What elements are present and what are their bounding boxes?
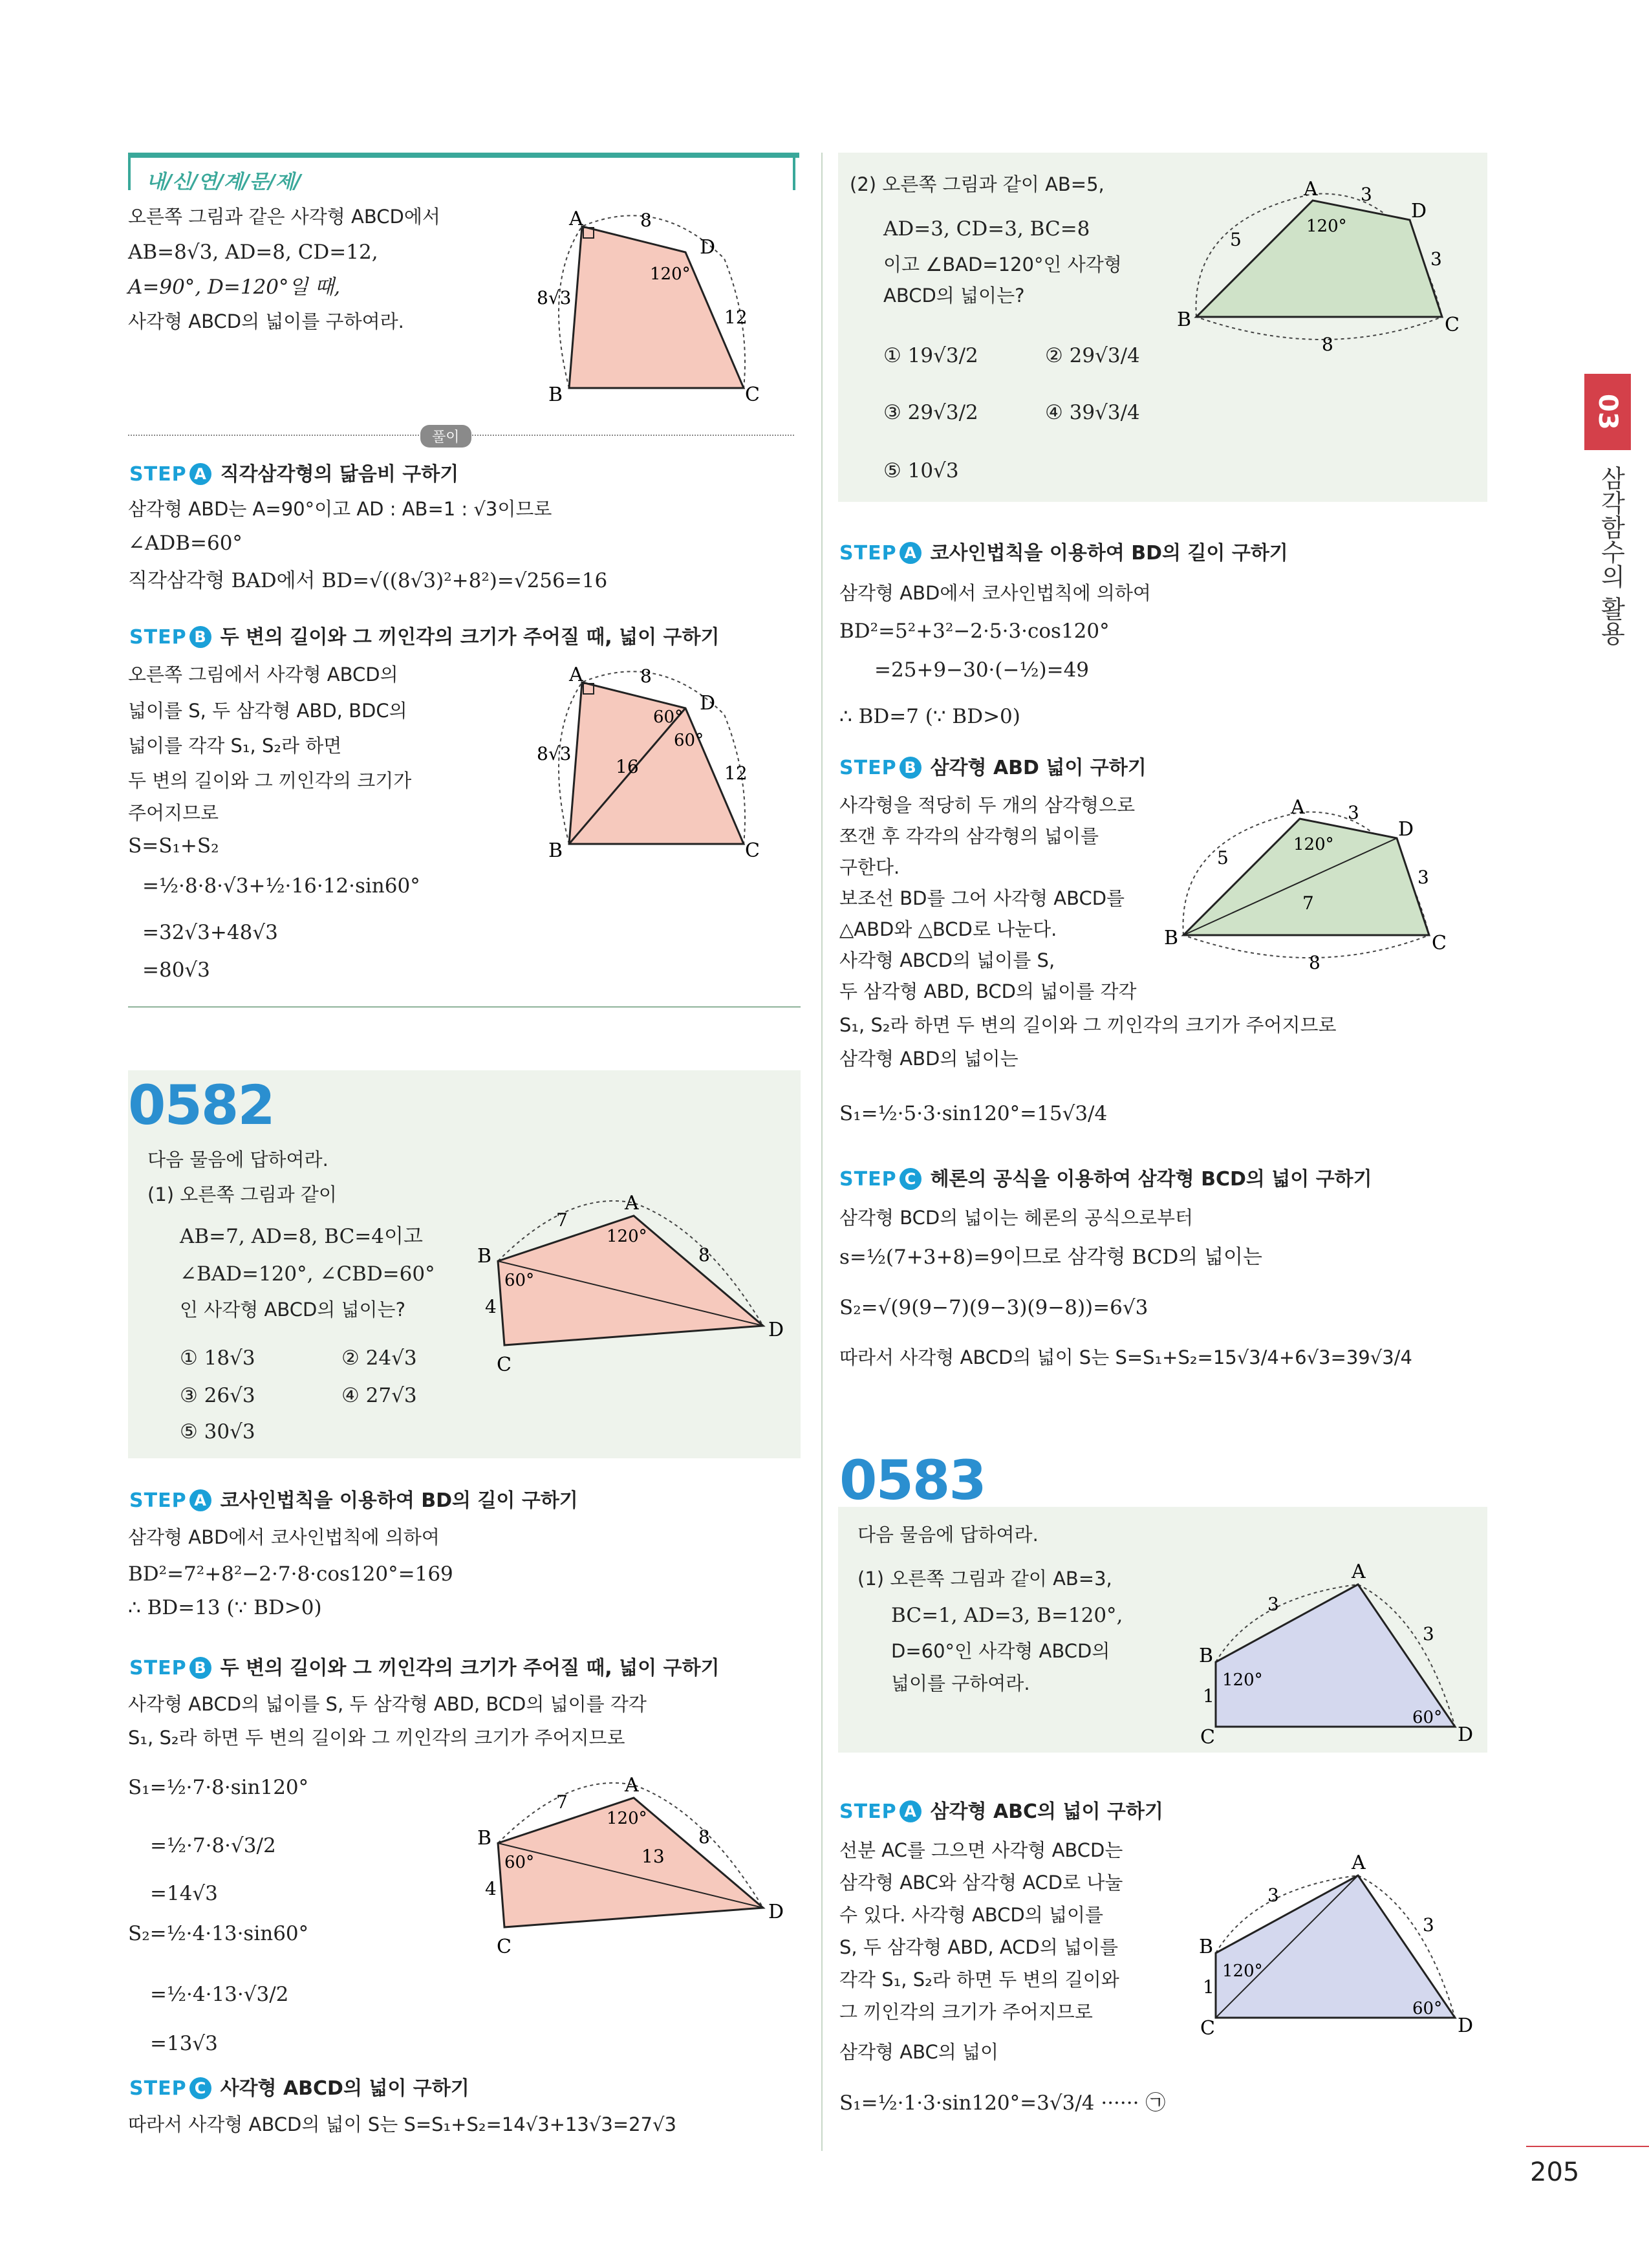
p582-step-a-line-1: 삼각형 ABD에서 코사인법칙에 의하여: [128, 1526, 440, 1548]
q2-step-b-line-4: 보조선 BD를 그어 사각형 ABCD를: [839, 887, 1125, 909]
p583-q1-line-4: 넓이를 구하여라.: [891, 1672, 1030, 1694]
problem-number-0583: 0583: [839, 1449, 986, 1512]
q2-step-c-line-3: S₂=√(9(9−7)(9−3)(9−8))=6√3: [839, 1296, 1148, 1319]
related-line-1: 오른쪽 그림과 같은 사각형 ABCD에서: [128, 206, 440, 228]
q2-line-1: (2) 오른쪽 그림과 같이 AB=5,: [850, 173, 1105, 195]
q2-step-a: STEP A 코사인법칙을 이용하여 BD의 길이 구하기: [839, 542, 1288, 565]
q2-step-a-line-3: =25+9−30·(−½)=49: [874, 658, 1090, 682]
related-step-b-line-1: 오른쪽 그림에서 사각형 ABCD의: [128, 664, 398, 686]
vertex-label-a: A: [1352, 1561, 1366, 1583]
angle-b: 120°: [1222, 1961, 1263, 1981]
figure-583-quad: [1196, 1559, 1481, 1746]
angle-a: 120°: [1306, 217, 1347, 236]
side-ad: 3: [1423, 1914, 1434, 1936]
solution-pill: 풀이: [420, 425, 471, 448]
p583-step-a-line-3: 수 있다. 사각형 ABCD의 넓이를: [839, 1904, 1104, 1926]
figure-583-split: [1196, 1850, 1481, 2037]
q2-step-b-line-10: S₁=½·5·3·sin120°=15√3/4: [839, 1102, 1108, 1125]
q2-line-2: AD=3, CD=3, BC=8: [883, 217, 1090, 241]
related-step-a-line-2: ∠ADB=60°: [128, 532, 242, 555]
figure-related-split: [530, 663, 789, 863]
q2-step-a-line-2: BD²=5²+3²−2·5·3·cos120°: [839, 620, 1110, 643]
figure-582-quad: [472, 1190, 795, 1377]
vertex-label-d: D: [768, 1319, 784, 1341]
side-ad: 8: [640, 210, 652, 231]
angle-2: 60°: [674, 731, 704, 750]
related-problem-left-bar: [128, 153, 131, 190]
vertex-label-b: B: [1199, 1645, 1214, 1667]
vertex-label-c: C: [1200, 2017, 1215, 2037]
vertex-label-d: D: [1411, 200, 1427, 222]
p582-step-b-line-7: =½·4·13·√3/2: [150, 1983, 289, 2006]
p582-step-b-line-4: =½·7·8·√3/2: [150, 1834, 276, 1857]
p583-q1-line-1: (1) 오른쪽 그림과 같이 AB=3,: [857, 1568, 1112, 1590]
angle-1: 60°: [653, 707, 684, 727]
side-bc: 8: [1309, 952, 1320, 973]
side-ab: 3: [1267, 1593, 1279, 1615]
side-ab: 5: [1230, 229, 1242, 250]
chapter-tab[interactable]: 03: [1584, 374, 1631, 450]
vertex-label-d: D: [768, 1901, 784, 1923]
side-ad: 3: [1423, 1623, 1434, 1645]
angle-d: 60°: [1412, 1999, 1443, 2018]
q2-step-b-line-6: 사각형 ABCD의 넓이를 S,: [839, 949, 1055, 971]
side-bc: 8: [1322, 334, 1333, 355]
quad-shape: [569, 682, 744, 844]
vertex-label-c: C: [745, 383, 760, 406]
q2-step-c-line-1: 삼각형 BCD의 넓이는 헤론의 공식으로부터: [839, 1207, 1194, 1229]
angle-d: 120°: [650, 265, 691, 284]
p582-step-b-line-6: S₂=½·4·13·sin60°: [128, 1922, 309, 1945]
p582-step-b: STEP B 두 변의 길이와 그 끼인각의 크기가 주어질 때, 넓이 구하기: [129, 1657, 720, 1679]
vertex-label-a: A: [625, 1774, 639, 1797]
side-cd: 3: [1417, 867, 1429, 888]
vertex-label-a: A: [1304, 181, 1318, 200]
p583-q1-line-2: BC=1, AD=3, B=120°,: [891, 1604, 1123, 1627]
p582-choice-5[interactable]: ⑤ 30√3: [180, 1420, 255, 1443]
vertex-label-b: B: [1199, 1936, 1214, 1958]
vertex-label-a: A: [1291, 799, 1305, 819]
q2-step-b-line-8: S₁, S₂라 하면 두 변의 길이와 그 끼인각의 크기가 주어지므로: [839, 1014, 1337, 1036]
angle-b: 60°: [504, 1271, 535, 1290]
q2-step-b-line-7: 두 삼각형 ABD, BCD의 넓이를 각각: [839, 980, 1137, 1002]
q2-line-3: 이고 ∠BAD=120°인 사각형: [883, 254, 1122, 275]
p582-intro: 다음 물음에 답하여라.: [147, 1149, 329, 1171]
related-step-b-line-5: 주어지므로: [128, 802, 219, 824]
p583-intro: 다음 물음에 답하여라.: [857, 1524, 1039, 1546]
related-step-b-line-3: 넓이를 각각 S₁, S₂라 하면: [128, 735, 342, 757]
p582-q1-line-4: 인 사각형 ABCD의 넓이는?: [180, 1299, 405, 1321]
related-line-4: 사각형 ABCD의 넓이를 구하여라.: [128, 310, 404, 332]
angle-a: 120°: [607, 1809, 647, 1828]
diagonal-bd-length: 13: [641, 1846, 665, 1867]
q2-step-c-line-4: 따라서 사각형 ABCD의 넓이 S는 S=S₁+S₂=15√3/4+6√3=39√3/4: [839, 1346, 1412, 1368]
quad-shape: [569, 226, 744, 388]
vertex-label-a: A: [625, 1192, 639, 1215]
vertex-label-d: D: [1458, 1723, 1474, 1746]
side-ab: 8√3: [537, 287, 572, 308]
angle-a: 120°: [607, 1227, 647, 1246]
problem-number-0582: 0582: [128, 1074, 274, 1137]
diagonal-bd-length: 7: [1302, 892, 1314, 914]
figure-q2-split: [1164, 799, 1481, 974]
side-cd: 12: [724, 307, 748, 328]
vertex-label-c: C: [1200, 1726, 1215, 1746]
side-ab: 5: [1217, 847, 1229, 869]
vertex-label-b: B: [1177, 308, 1192, 331]
q2-choice-4[interactable]: ④ 39√3/4: [1045, 401, 1140, 424]
p582-step-c-line-1: 따라서 사각형 ABCD의 넓이 S는 S=S₁+S₂=14√3+13√3=27√3: [128, 2113, 676, 2135]
p583-step-a: STEP A 삼각형 ABC의 넓이 구하기: [839, 1800, 1163, 1823]
related-problem-header: 내/신/연/계/문/제/: [146, 171, 301, 193]
related-problem-right-bar: [793, 153, 795, 190]
related-step-b-line-8: =32√3+48√3: [142, 921, 278, 944]
q2-choice-1[interactable]: ① 19√3/2: [883, 344, 978, 367]
vertex-label-b: B: [548, 839, 563, 862]
side-ad: 8: [640, 665, 652, 687]
p582-q1-line-3: ∠BAD=120°, ∠CBD=60°: [180, 1262, 435, 1286]
related-step-b-line-6: S=S₁+S₂: [128, 834, 219, 858]
vertex-label-d: D: [700, 236, 716, 259]
q2-step-a-line-4: ∴ BD=7 (∵ BD>0): [839, 705, 1020, 728]
vertex-label-a: A: [1352, 1852, 1366, 1874]
side-ad: 8: [698, 1826, 710, 1848]
p582-q1-line-2: AB=7, AD=8, BC=4이고: [180, 1225, 423, 1248]
vertex-label-d: D: [1398, 818, 1414, 841]
angle-b: 60°: [504, 1853, 535, 1872]
q2-step-c-line-2: s=½(7+3+8)=9이므로 삼각형 BCD의 넓이는: [839, 1246, 1262, 1269]
p583-step-a-line-7: 삼각형 ABC의 넓이: [839, 2041, 998, 2063]
p582-step-b-line-8: =13√3: [150, 2032, 218, 2055]
related-problem-frame: [128, 153, 799, 158]
p583-step-a-line-4: S, 두 삼각형 ABD, ACD의 넓이를: [839, 1936, 1119, 1958]
angle-d: 60°: [1412, 1708, 1443, 1727]
related-step-b-line-9: =80√3: [142, 958, 210, 982]
section-rule: [128, 1006, 801, 1008]
p582-choice-1[interactable]: ① 18√3: [180, 1346, 255, 1370]
related-step-a-line-1: 삼각형 ABD는 A=90°이고 AD : AB=1 : √3이므로: [128, 498, 552, 520]
figure-q2-quad: [1177, 181, 1481, 356]
related-line-2: AB=8√3, AD=8, CD=12,: [128, 241, 378, 264]
q2-step-a-line-1: 삼각형 ABD에서 코사인법칙에 의하여: [839, 582, 1151, 604]
p583-q1-line-3: D=60°인 사각형 ABCD의: [891, 1640, 1110, 1662]
related-step-b-line-2: 넓이를 S, 두 삼각형 ABD, BDC의: [128, 700, 407, 722]
side-bc: 4: [485, 1296, 497, 1317]
q2-choice-3[interactable]: ③ 29√3/2: [883, 401, 978, 424]
side-ad: 3: [1348, 802, 1359, 823]
vertex-label-d: D: [1458, 2014, 1474, 2037]
related-step-b-line-7: =½·8·8·√3+½·16·12·sin60°: [142, 874, 420, 898]
side-cd: 12: [724, 762, 748, 784]
q2-step-b-line-1: 사각형을 적당히 두 개의 삼각형으로: [839, 794, 1136, 816]
side-ad: 3: [1361, 184, 1372, 205]
vertex-label-c: C: [1445, 314, 1460, 336]
page-number-rule: [1526, 2146, 1649, 2147]
quad-shape: [1216, 1875, 1455, 2018]
vertex-label-c: C: [497, 1354, 512, 1376]
vertex-label-b: B: [1164, 927, 1179, 949]
vertex-label-b: B: [477, 1245, 492, 1268]
vertex-label-d: D: [700, 692, 716, 715]
related-step-b-line-4: 두 변의 길이와 그 끼인각의 크기가: [128, 770, 412, 792]
vertex-label-c: C: [1432, 932, 1447, 955]
q2-step-b-line-5: △ABD와 △BCD로 나눈다.: [839, 918, 1057, 940]
vertex-label-c: C: [497, 1936, 512, 1958]
p583-step-a-line-1: 선분 AC를 그으면 사각형 ABCD는: [839, 1839, 1123, 1861]
column-divider: [821, 153, 823, 2151]
page-number: 205: [1530, 2157, 1580, 2187]
vertex-label-b: B: [548, 383, 563, 406]
p582-choice-3[interactable]: ③ 26√3: [180, 1384, 255, 1407]
q2-step-b: STEP B 삼각형 ABD 넓이 구하기: [839, 757, 1147, 779]
figure-related-quad: [530, 207, 789, 407]
p583-step-a-line-6: 그 끼인각의 크기가 주어지므로: [839, 2001, 1093, 2023]
side-bc: 1: [1203, 1685, 1214, 1707]
p582-step-a: STEP A 코사인법칙을 이용하여 BD의 길이 구하기: [129, 1489, 578, 1512]
q2-choice-2[interactable]: ② 29√3/4: [1045, 344, 1140, 367]
p582-step-b-line-2: S₁, S₂라 하면 두 변의 길이와 그 끼인각의 크기가 주어지므로: [128, 1727, 625, 1749]
side-bc: 4: [485, 1878, 497, 1899]
p582-step-a-line-2: BD²=7²+8²−2·7·8·cos120°=169: [128, 1562, 453, 1586]
q2-step-b-line-9: 삼각형 ABD의 넓이는: [839, 1048, 1018, 1070]
q2-line-4: ABCD의 넓이는?: [883, 285, 1025, 307]
side-ab: 8√3: [537, 743, 572, 764]
side-cd: 3: [1430, 248, 1442, 270]
diagonal-bd-length: 16: [616, 756, 639, 777]
q2-step-c: STEP C 헤론의 공식을 이용하여 삼각형 BCD의 넓이 구하기: [839, 1168, 1372, 1191]
p583-step-a-line-8: S₁=½·1·3·sin120°=3√3/4 ······ ㉠: [839, 2091, 1166, 2115]
angle-b: 120°: [1222, 1670, 1263, 1690]
side-ab: 7: [556, 1791, 568, 1813]
vertex-label-b: B: [477, 1827, 492, 1850]
related-line-3: A=90°, D=120°일 때,: [128, 275, 341, 299]
chapter-title: 삼각함수의 활용: [1597, 466, 1625, 646]
p582-choice-4[interactable]: ④ 27√3: [341, 1384, 417, 1407]
quad-shape: [1216, 1584, 1455, 1727]
q2-choice-5[interactable]: ⑤ 10√3: [883, 459, 959, 482]
q2-step-b-line-2: 쪼갠 후 각각의 삼각형의 넓이를: [839, 825, 1099, 847]
related-step-b: STEP B 두 변의 길이와 그 끼인각의 크기가 주어질 때, 넓이 구하기: [129, 626, 720, 649]
vertex-label-a: A: [569, 664, 583, 686]
p582-step-b-line-1: 사각형 ABCD의 넓이를 S, 두 삼각형 ABD, BCD의 넓이를 각각: [128, 1693, 647, 1715]
vertex-label-a: A: [569, 208, 583, 230]
angle-a: 120°: [1293, 835, 1334, 854]
related-step-a: STEP A 직각삼각형의 닮음비 구하기: [129, 463, 459, 486]
p582-step-b-line-5: =14√3: [150, 1882, 218, 1905]
p582-step-c: STEP C 사각형 ABCD의 넓이 구하기: [129, 2077, 469, 2100]
p583-step-a-line-2: 삼각형 ABC와 삼각형 ACD로 나눌: [839, 1872, 1123, 1894]
side-bc: 1: [1203, 1976, 1214, 1998]
vertex-label-c: C: [745, 839, 760, 862]
side-ab: 7: [556, 1209, 568, 1231]
p582-step-b-line-3: S₁=½·7·8·sin120°: [128, 1776, 309, 1799]
p582-q1-line-1: (1) 오른쪽 그림과 같이: [147, 1183, 337, 1205]
p582-choice-2[interactable]: ② 24√3: [341, 1346, 417, 1370]
side-ab: 3: [1267, 1885, 1279, 1906]
p582-step-a-line-3: ∴ BD=13 (∵ BD>0): [128, 1596, 322, 1619]
related-step-a-line-3: 직각삼각형 BAD에서 BD=√((8√3)²+8²)=√256=16: [128, 569, 608, 592]
figure-582-split: [472, 1772, 795, 1960]
side-ad: 8: [698, 1244, 710, 1266]
p583-step-a-line-5: 각각 S₁, S₂라 하면 두 변의 길이와: [839, 1969, 1119, 1991]
q2-step-b-line-3: 구한다.: [839, 856, 900, 878]
